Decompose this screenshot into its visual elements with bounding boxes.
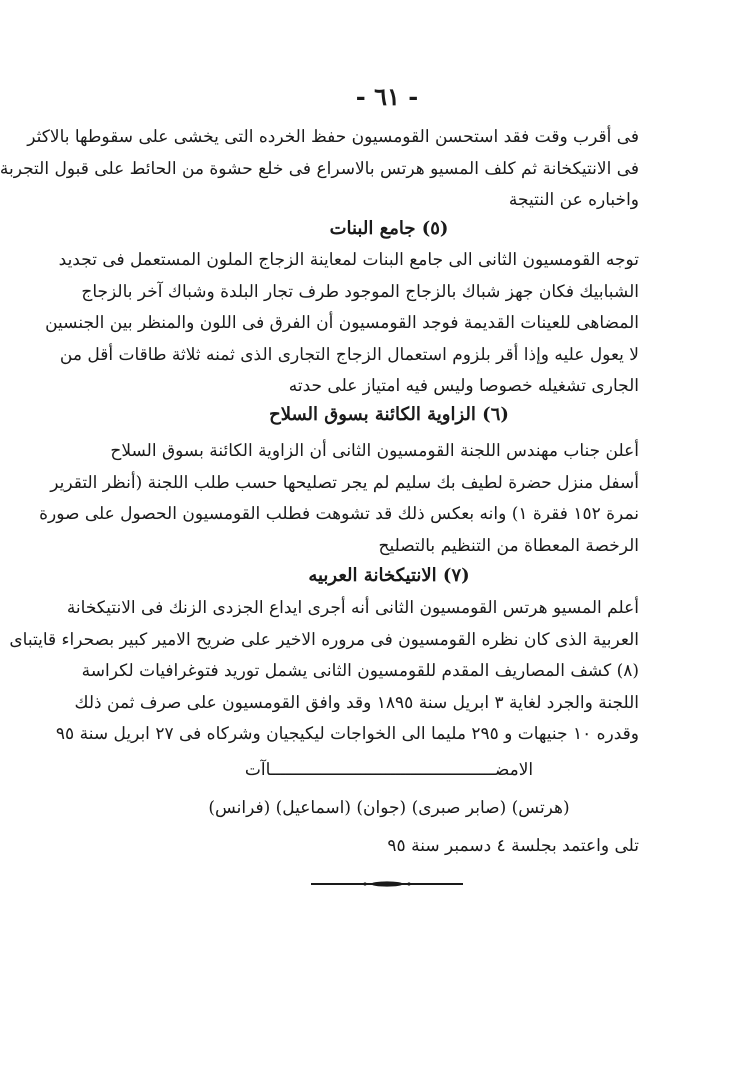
paragraph-girls-mosque bbox=[45, 245, 639, 403]
text-line: الرخصة المعطاة من التنظيم بالتصليح bbox=[378, 535, 639, 556]
signature-label: الامضـــــــــــــــــــــــــــــــــــــــــــــاآت bbox=[244, 760, 534, 780]
text-line: نمرة ١٥٢ فقرة ١) وانه بعكس ذلك قد تشوهت فطلب القومسيون الحصول على صورة bbox=[39, 504, 639, 524]
text-line: الشبابيك فكان جهز شباك بالزجاج الموجود طرف تجار البلدة وشباك آخر بالزجاج bbox=[81, 281, 639, 302]
text-line: فى أقرب وقت فقد استحسن القومسيون حفظ الخرده التى يخشى على سقوطها بالاكثر bbox=[27, 127, 639, 147]
text-line: الجارى تشغيله خصوصا وليس فيه امتياز على حدته bbox=[288, 376, 639, 396]
signatories-list: (هرتس) (صابر صبرى) (جوان) (اسماعيل) (فرانس) bbox=[208, 798, 570, 818]
text-line: أسفل منزل حضرة لطيف بك سليم لم يجر تصليحها حسب طلب اللجنة (أنظر التقرير bbox=[50, 472, 639, 493]
text-line: لا يعول عليه وإذا أقر بلزوم استعمال الزجاج التجارى الذى ثمنه ثلاثة طاقات أقل من bbox=[59, 344, 639, 365]
section-heading-5: (٥) جامع البنات bbox=[329, 218, 449, 239]
paragraph-arab-museum bbox=[9, 593, 639, 751]
text-line: توجه القومسيون الثانى الى جامع البنات لمعاينة الزجاج الملون المستعمل فى تجديد bbox=[58, 250, 639, 270]
section-heading-6: (٦) الزاوية الكائنة بسوق السلاح bbox=[269, 404, 509, 425]
ornamental-rule bbox=[307, 880, 467, 888]
paragraph-artifacts-storage bbox=[0, 122, 639, 217]
page-number: - ٦١ - bbox=[355, 82, 419, 111]
text-line: وقدره ١٠ جنيهات و ٢٩٥ مليما الى الخواجات ليكيجيان وشركاه فى ٢٧ ابريل سنة ٩٥ bbox=[55, 724, 639, 744]
section-heading-7: (٧) الانتيكخانة العربيه bbox=[308, 565, 470, 586]
text-line: (٨) كشف المصاريف المقدم للقومسيون الثانى يشمل توريد فتوغرافيات لكراسة bbox=[81, 661, 639, 681]
text-line: واخباره عن النتيجة bbox=[508, 190, 639, 210]
text-line: أعلن جناب مهندس اللجنة القومسيون الثانى أن الزاوية الكائنة بسوق السلاح bbox=[110, 441, 639, 461]
text-line: فى الانتيكخانة ثم كلف المسيو هرتس بالاسراع فى خلع حشوة من الحائط على قبول التجربة bbox=[0, 158, 639, 179]
text-line: أعلم المسيو هرتس القومسيون الثانى أنه أجرى ايداع الجزدى الزنك فى الانتيكخانة bbox=[66, 598, 639, 618]
text-line: المضاهى للعينات القديمة فوجد القومسيون أن الفرق فى اللون والمنظر بين الجنسين bbox=[45, 313, 639, 333]
paragraph-weapons-market-zawiya bbox=[39, 436, 639, 562]
text-line: العربية الذى كان نظره القومسيون فى مروره الاخير على ضريح الامير كبير بصحراء قايتباى bbox=[9, 629, 639, 650]
text-line: اللجنة والجرد لغاية ٣ ابريل سنة ١٨٩٥ وقد وافق القومسيون على صرف ثمن ذلك bbox=[74, 692, 639, 713]
approval-note: تلى واعتمد بجلسة ٤ دسمبر سنة ٩٥ bbox=[387, 836, 639, 856]
